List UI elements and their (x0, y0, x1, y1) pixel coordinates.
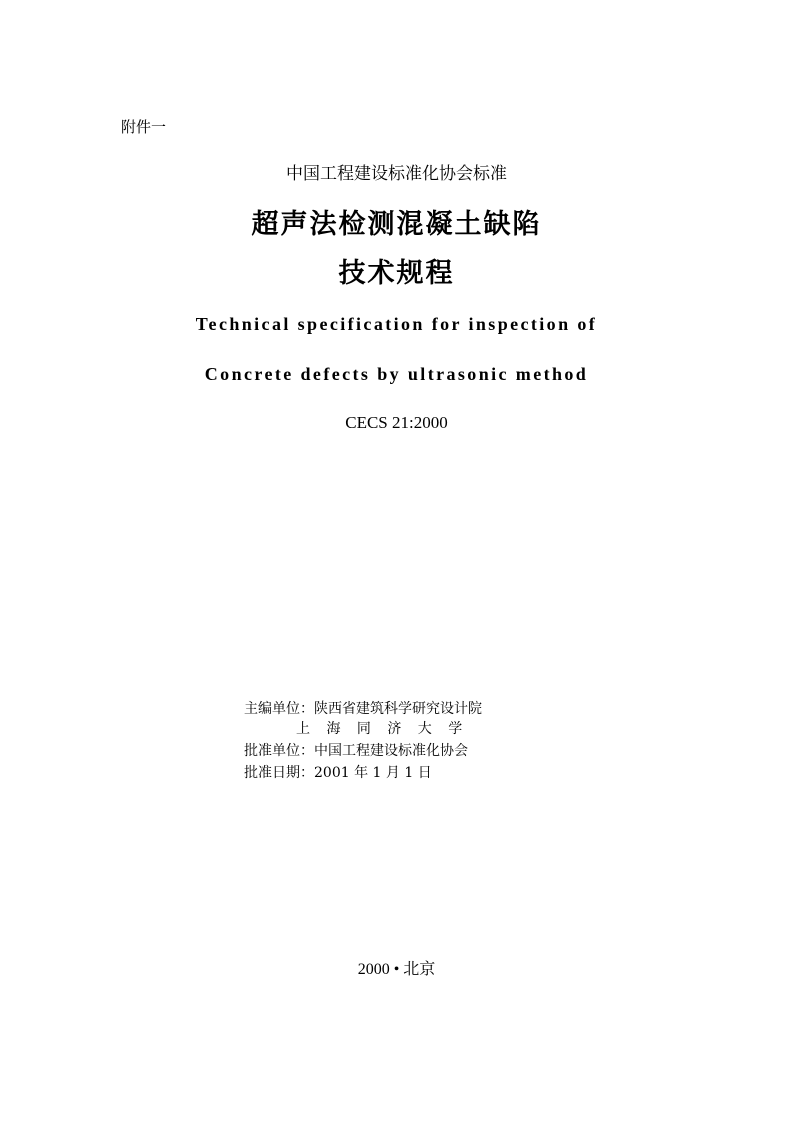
approval-unit: 批准单位：中国工程建设标准化协会 (244, 743, 468, 759)
approval-date: 批准日期：2001 年 1 月 1 日 (244, 765, 432, 781)
english-title-line-2: Concrete defects by ultrasonic method (204, 364, 589, 384)
attachment-label: 附件一 (121, 118, 167, 136)
chinese-title-line-2: 技术规程 (338, 258, 455, 289)
publication-place-date: 2000 • 北京 (357, 961, 436, 978)
standard-organization: 中国工程建设标准化协会标准 (286, 164, 507, 184)
co-editor-unit: 上 海 同 济 大 学 (296, 721, 469, 737)
english-title-line-1: Technical specification for inspection of (195, 314, 598, 334)
standard-code: CECS 21:2000 (345, 413, 448, 432)
editor-units: 主编单位：陕西省建筑科学研究设计院 (244, 701, 482, 717)
chinese-title-line-1: 超声法检测混凝土缺陷 (251, 209, 542, 240)
